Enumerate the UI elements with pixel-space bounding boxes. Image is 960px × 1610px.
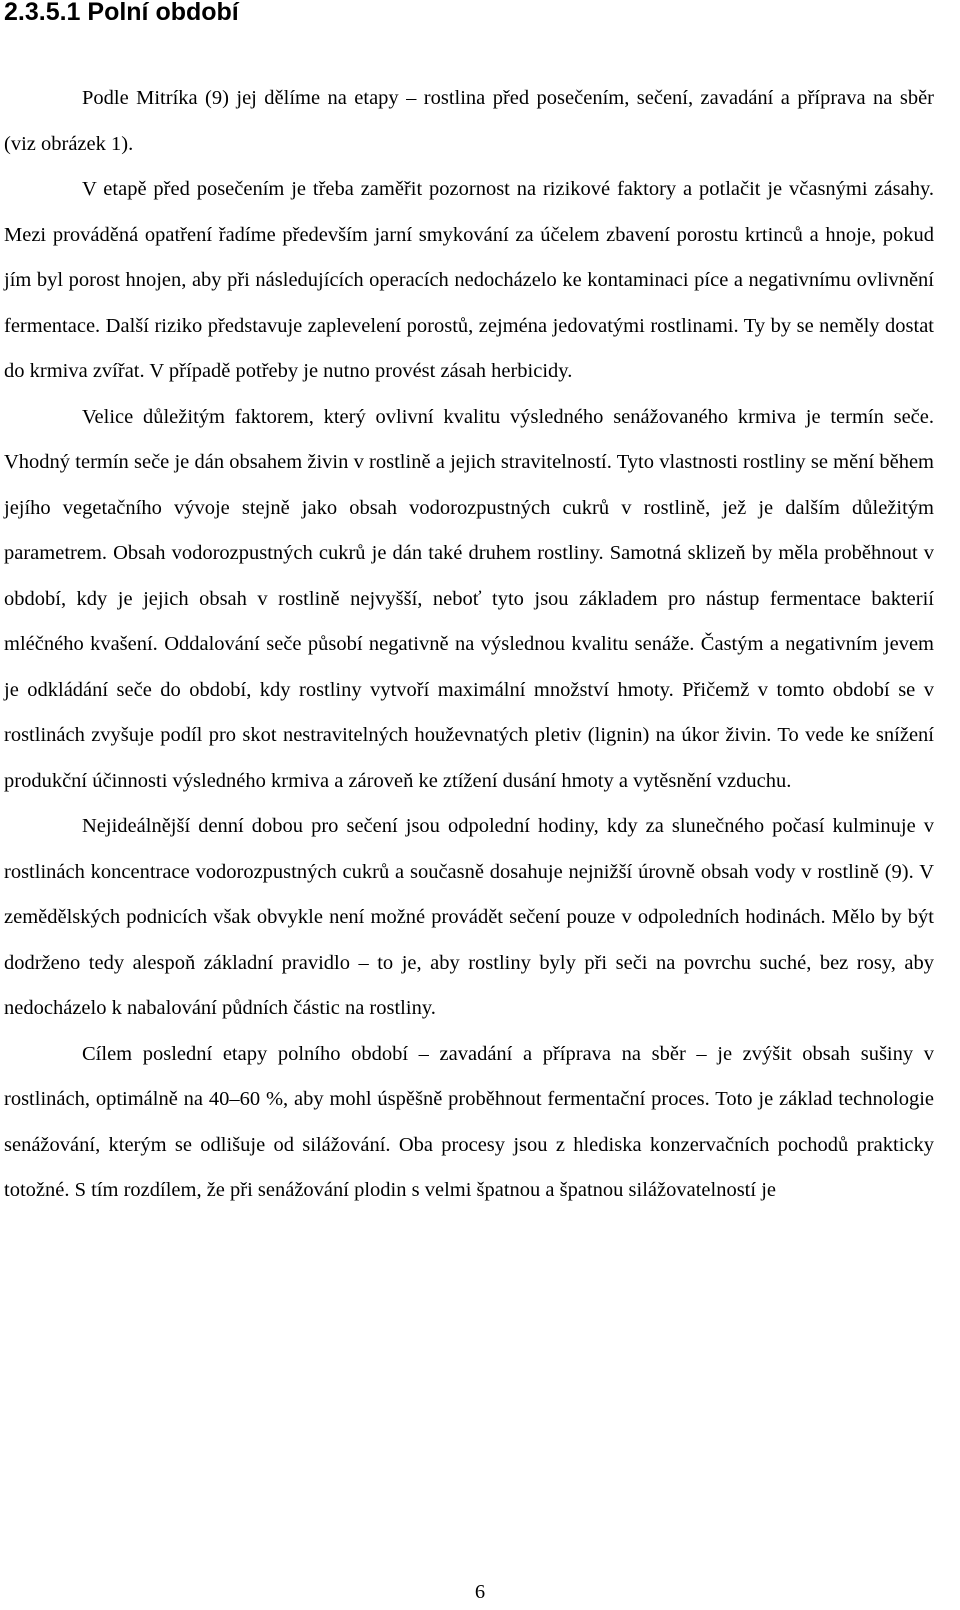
paragraph-mowing-term: Velice důležitým faktorem, který ovlivní kvalitu výsledného senážovaného krmiva je termín seče. Vhodný termín seče je dán obsahem živin v rostlině a jejich stravitelností. Tyto vlastnosti rostliny se mění během jejího vegetačního vývoje stejně jako obsah vodorozpustných cukrů v rostlině, jež je dalším důležitým parametrem. Obsah vodorozpustných cukrů je dán také druhem rostliny. Samotná sklizeň by měla proběhnout v období, kdy je jejich obsah v rostlině nejvyšší, neboť tyto jsou základem pro nástup fermentace bakterií mléčného kvašení. Oddalování seče působí negativně na výslednou kvalitu senáže. Častým a negativním jevem je odkládání seče do období, kdy rostliny vytvoří maximální množství hmoty. Přičemž v tomto období se v rostlinách zvyšuje podíl pro skot nestravitelných houževnatých pletiv (lignin) na úkor živin. To vede ke snížení produkční účinnosti výsledného krmiva a zároveň ke ztížení dusání hmoty a vytěsnění vzduchu. — [4, 405, 934, 792]
section-heading: 2.3.5.1 Polní období — [4, 0, 239, 26]
page-number: 6 — [474, 1581, 486, 1603]
paragraph-stages: Podle Mitríka (9) jej dělíme na etapy – rostlina před posečením, sečení, zavadání a příprava na sběr (viz obrázek 1). — [4, 87, 934, 155]
paragraph-wilting: Cílem poslední etapy polního období – zavadání a příprava na sběr – je zvýšit obsah sušiny v rostlinách, optimálně na 40–60 %, aby mohl úspěšně proběhnout fermentační proces. Toto je základ technologie senážování, kterým se odlišuje od silážování. Oba procesy jsou z hlediska konzervačních pochodů prakticky totožné. S tím rozdílem, že při senážování plodin s velmi špatnou a špatnou silážovatelností je — [4, 1042, 934, 1201]
body-text — [4, 76, 934, 1214]
paragraph-mowing-time: Nejideálnější denní dobou pro sečení jsou odpolední hodiny, kdy za slunečného počasí kulminuje v rostlinách koncentrace vodorozpustných cukrů a současně dosahuje nejnižší úrovně obsah vody v rostlině (9). V zemědělských podnicích však obvykle není možné provádět sečení pouze v odpoledních hodinách. Mělo by být dodrženo tedy alespoň základní pravidlo – to je, aby rostliny byly při seči na povrchu suché, bez rosy, aby nedocházelo k nabalování půdních částic na rostliny. — [4, 815, 934, 1019]
paragraph-pre-mowing: V etapě před posečením je třeba zaměřit pozornost na rizikové faktory a potlačit je včasnými zásahy. Mezi prováděná opatření řadíme především jarní smykování za účelem zbavení porostu krtinců a hnoje, pokud jím byl porost hnojen, aby při následujících operacích nedocházelo ke kontaminaci píce a negativnímu ovlivnění fermentace. Další riziko představuje zaplevelení porostů, zejména jedovatými rostlinami. Ty by se neměly dostat do krmiva zvířat. V případě potřeby je nutno provést zásah herbicidy. — [4, 178, 934, 382]
